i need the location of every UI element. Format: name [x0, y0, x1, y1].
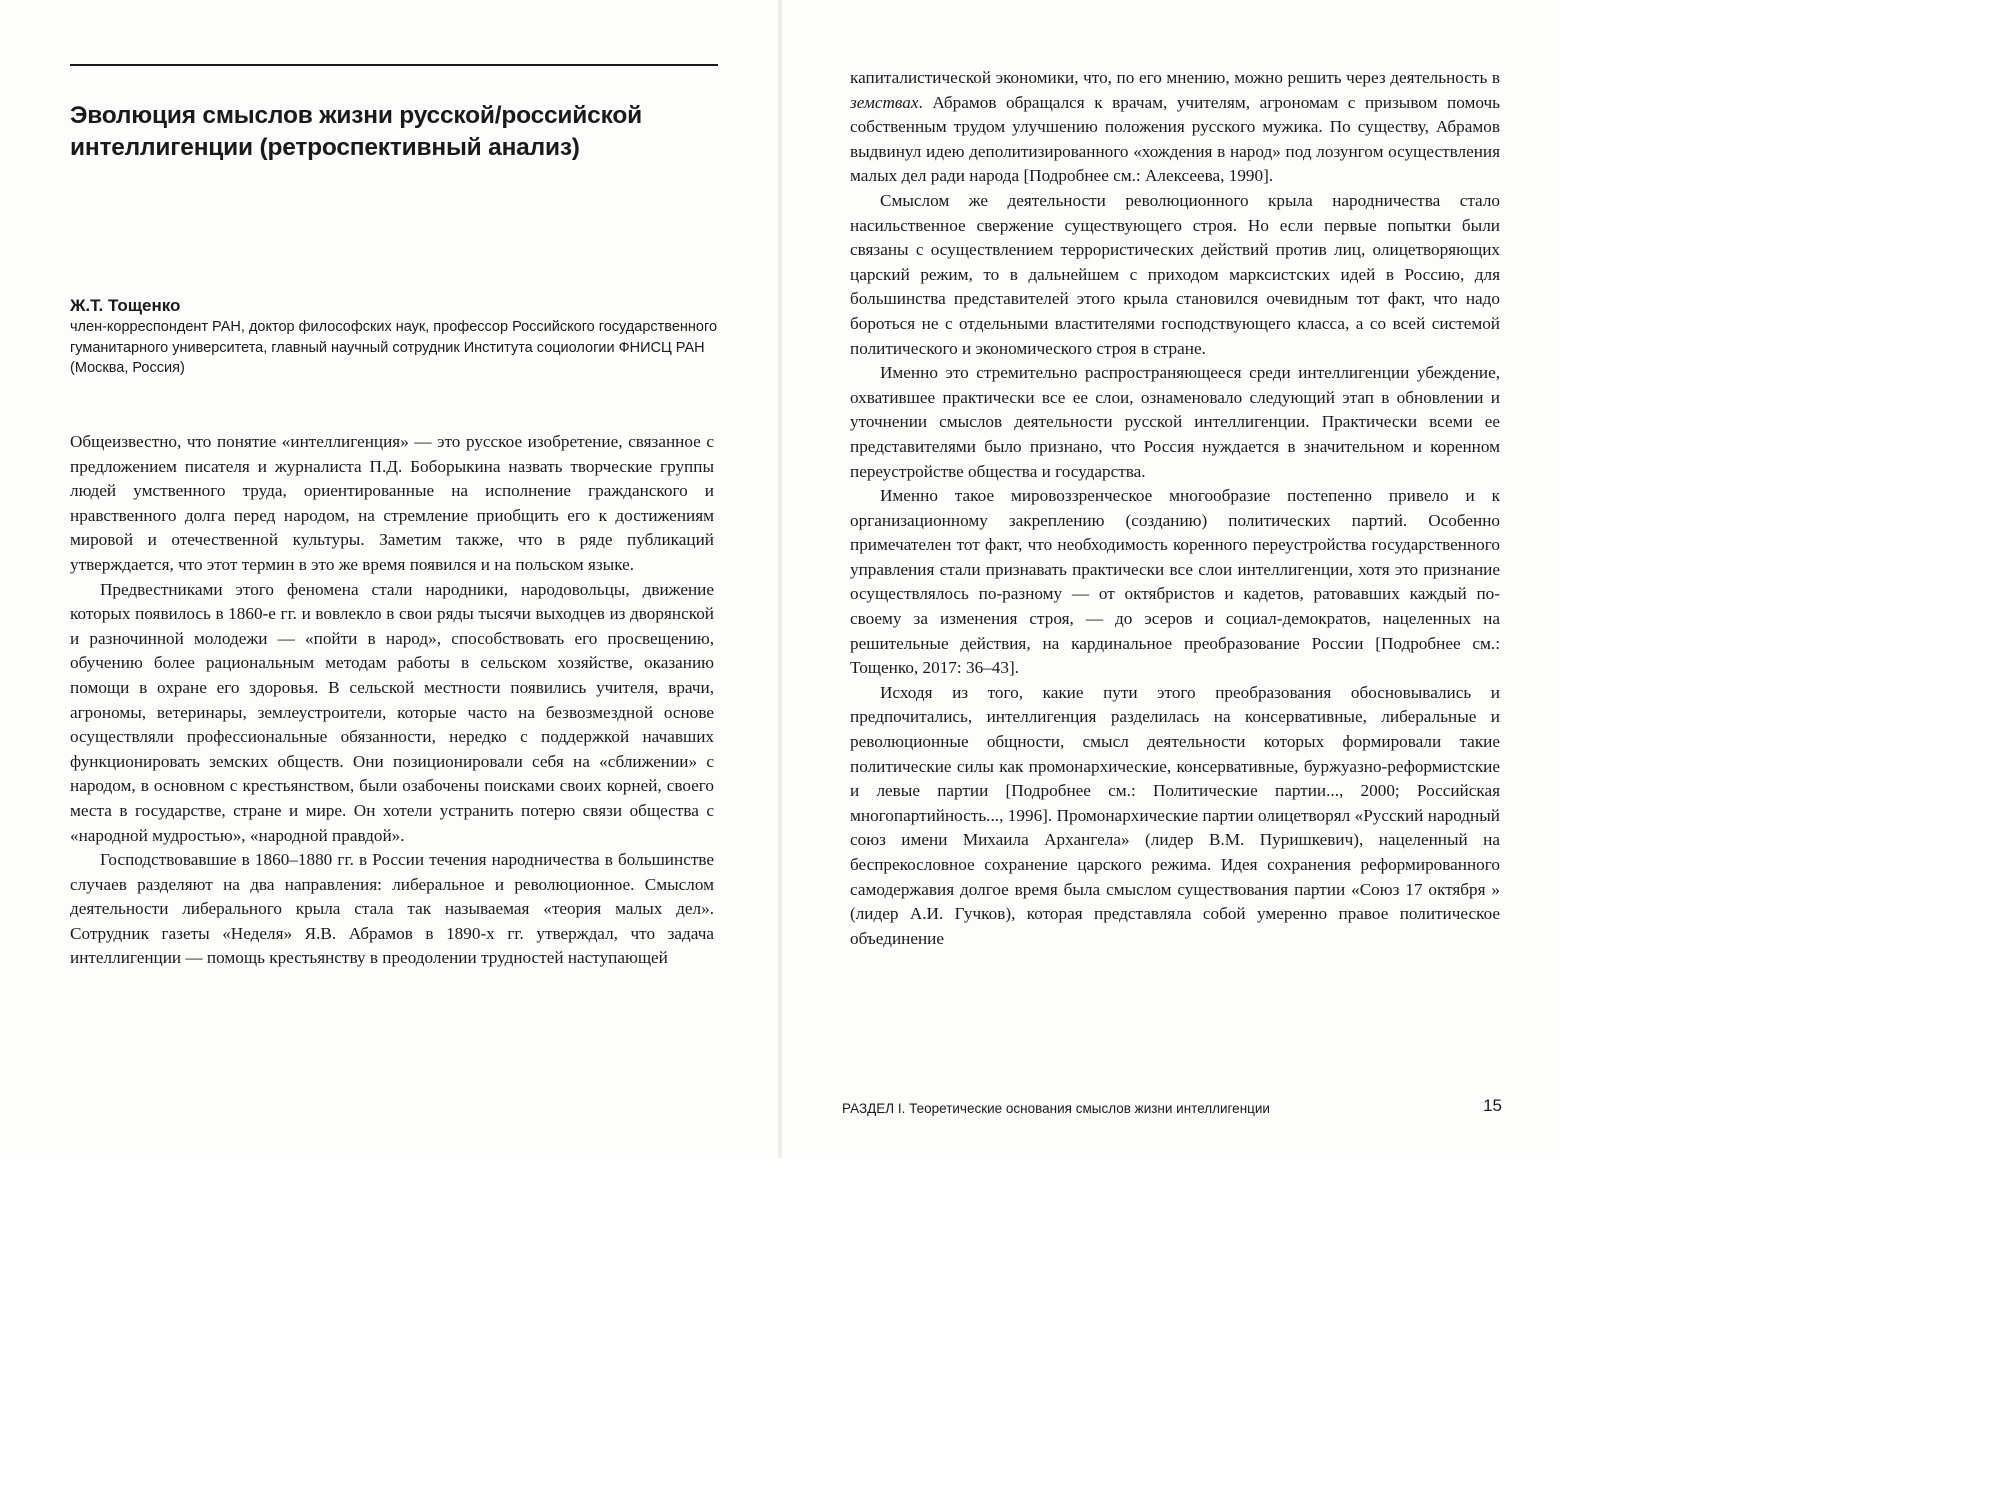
text-run: . Абрамов обращался к врачам, учителям, агрономам с призывом помочь собственным трудом улучшению положения русского мужика. По существу, Абрамов выдвинул идею деполитизированного «хождения в народ» под лозунгом осуществления малых дел ради народа [Подробнее см.: Алексеева, 1990]. — [850, 92, 1500, 186]
italic-term: земствах — [850, 92, 919, 112]
author-name: Ж.Т. Тощенко — [70, 296, 181, 315]
paragraph: Смыслом же деятельности революционного крыла народничества стало насильственное свержение существующего строя. Но если первые попытки были связаны с осуществлением террористических действий против лиц, олицетворяющих царский режим, то в дальнейшем с приходом марксистских идей в Россию, для большинства представителей этого крыла становился очевидным тот факт, что надо бороться не с отдельными властителями господствующего класса, а со всей системой политического и экономического строя в стране. — [850, 190, 1500, 358]
section-title: РАЗДЕЛ I. Теоретические основания смыслов жизни интеллигенции — [842, 1101, 1270, 1116]
title-rule — [70, 64, 718, 66]
right-page — [782, 0, 1560, 1158]
left-body-text — [70, 430, 714, 971]
continued-paragraph — [850, 66, 1500, 189]
article-title: Эволюция смыслов жизни русской/российской интеллигенции (ретроспективный анализ) — [70, 102, 642, 161]
paragraph: Именно такое мировоззренческое многообразие постепенно привело и к организационному закреплению (созданию) политических партий. Особенно примечателен тот факт, что необходимость коренного переустройства государственного управления стали признавать практически все слои интеллигенции, хотя это признание осуществлялось по-разному — от октябристов и кадетов, ратовавших каждый по-своему за изменения строя, — до эсеров и социал-демократов, нацеленных на решительные действия, на кардинальное преобразование России [Подробнее см.: Тощенко, 2017: 36–43]. — [850, 486, 1500, 678]
paragraph: Общеизвестно, что понятие «интеллигенция» — это русское изобретение, связанное с предложением писателя и журналиста П.Д. Боборыкина назвать творческие группы людей умственного труда, ориентированные на исполнение гражданского и нравственного долга перед народом, на стремление приобщить его к достижениям мировой и отечественной культуры. Заметим также, что в ряде публикаций утверждается, что этот термин в это же время появился и на польском языке. — [70, 432, 714, 574]
paragraph: Предвестниками этого феномена стали народники, народовольцы, движение которых появилось в 1860-е гг. и вовлекло в свои ряды тысячи выходцев из дворянской и разночинной молодежи — «пойти в народ», способствовать его просвещению, обучению более рациональным методам работы в сельском хозяйстве, оказанию помощи в охране его здоровья. В сельской местности появились учителя, врачи, агрономы, ветеринары, землеустроители, которые часто на безвозмездной основе осуществляли профессиональные обязанности, нередко с поддержкой начавших функционировать земских обществ. Они позиционировали себя на «сближении» с народом, в основном с крестьянством, были озабочены поисками своих корней, своего места в государстве, стране и мире. Он хотели устранить потерю связи общества с «народной мудростью», «народной правдой». — [70, 579, 714, 845]
page-number: 15 — [1483, 1096, 1502, 1115]
paragraph: Именно это стремительно распространяющееся среди интеллигенции убеждение, охватившее практически все ее слои, ознаменовало следующий этап в обновлении и уточнении смыслов деятельности русской интеллигенции. Практически всеми ее представителями было признано, что Россия нуждается в значительном и коренном переустройстве общества и государства. — [850, 363, 1500, 481]
paragraph: Исходя из того, какие пути этого преобразования обосновывались и предпочитались, интеллигенция разделилась на консервативные, либеральные и революционные общности, смысл деятельности которых формировали такие политические силы как промонархические, консервативные, буржуазно-реформистские и левые партии [Подробнее см.: Политические партии..., 2000; Российская многопартийность..., 1996]. Промонархические партии олицетворял «Русский народный союз имени Михаила Архангела» (лидер В.М. Пуришкевич), нацеленный на беспрекословное сохранение царского режима. Идея сохранения реформированного самодержавия долгое время была смыслом существования партии «Союз 17 октября » (лидер А.И. Гучков), которая представляла собой умеренно правое политическое объединение — [850, 682, 1500, 948]
text-run: капиталистической экономики, что, по его мнению, можно решить через деятельность в — [850, 68, 1500, 87]
right-body-text — [850, 66, 1500, 951]
author-affiliation: член-корреспондент РАН, доктор философских наук, профессор Российского государственного гуманитарного университета, главный научный сотрудник Института социологии ФНИСЦ РАН (Москва, Россия) — [70, 319, 718, 376]
left-page — [0, 0, 778, 1158]
paragraph: Господствовавшие в 1860–1880 гг. в России течения народничества в большинстве случаев разделяют на два направления: либеральное и революционное. Смыслом деятельности либерального крыла стала так называемая «теория малых дел». Сотрудник газеты «Неделя» Я.В. Абрамов в 1890-х гг. утверждал, что задача интеллигенции — помощь крестьянству в преодолении трудностей наступающей — [70, 850, 714, 968]
author-block — [70, 294, 730, 379]
